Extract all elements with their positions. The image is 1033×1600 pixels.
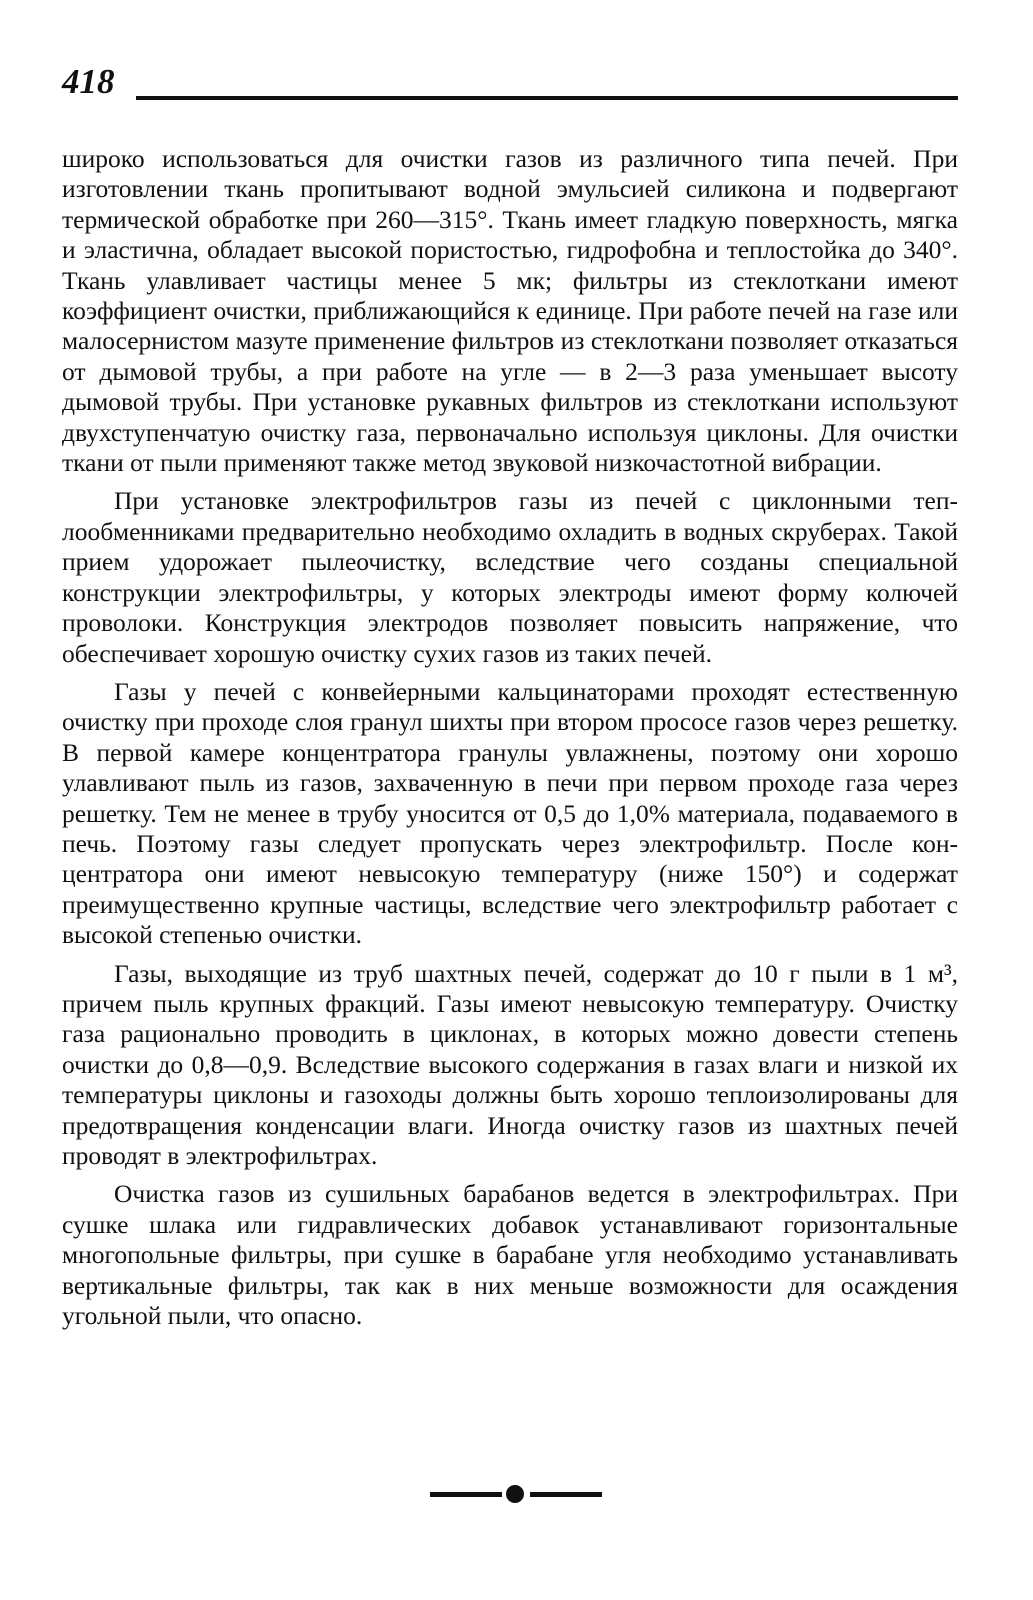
end-ornament: [430, 1484, 602, 1504]
ornament-dash-right: [530, 1492, 602, 1497]
paragraph-electrofilters: При установке электрофильтров газы из печей с циклонными теплообменниками предварительно необходимо охладить в водных скруберах. Такой прием удорожает пылеочистку, вследствие чего созданы специальной конструкции электрофильтры, у которых электроды имеют форму колючей проволоки. Конструкция электродов позволяет повысить напряжение, что обеспечивает хорошую очистку сухих газов из таких печей.: [62, 486, 958, 668]
paragraph-drying-drums: Очистка газов из сушильных барабанов ведется в электрофильтрах. При сушке шлака или гидравлических добавок устанавливают горизонтальные многопольные фильтры, при сушке в барабане угля необходимо устанавливать вертикальные фильтры, так как в них меньше возможности для осаждения угольной пыли, что опасно.: [62, 1179, 958, 1331]
paragraph-shaft-kilns: Газы, выходящие из труб шахтных печей, содержат до 10 г пыли в 1 м³, причем пыль крупных фракций. Газы имеют невысокую температуру. Очистку газа рационально проводить в циклонах, в которых можно довести степень очистки до 0,8—0,9. Вследствие высокого содержания в газах влаги и низкой их температуры циклоны и газоходы должны быть хорошо теплоизолированы для предотвращения конденсации влаги. Иногда очистку газов из шахтных печей проводят в электрофильтрах.: [62, 958, 958, 1170]
ornament-dot: [506, 1485, 524, 1503]
header-rule: [136, 96, 958, 100]
paragraph-continuation: широко использоваться для очистки газов из различного типа печей. При изготовлении ткань пропитывают водной эмульсией силикона и подвергают термической обработке при 260—315°. Ткань имеет гладкую поверхность, мягка и эластична, обладает высокой пористостью, гидрофобна и теплостойка до 340°. Ткань улавливает частицы менее 5 мк; фильтры из стеклоткани имеют коэффициент очистки, приближающийся к единице. При работе печей на газе или малосернистом мазуте применение фильтров из стеклоткани позволяет отказаться от дымовой трубы, а при работе на угле — в 2—3 раза уменьшает высоту дымовой трубы. При установке рукавных фильтров из стеклоткани используют двухступенчатую очистку газа, первоначально используя циклоны. Для очистки ткани от пыли применяют также метод звуковой низкочастотной вибрации.: [62, 144, 958, 478]
page-number: 418: [62, 62, 115, 101]
page-header: [62, 60, 958, 110]
body-text: [62, 144, 958, 1339]
ornament-dash-left: [430, 1492, 502, 1497]
paragraph-conveyor-calciners: Газы у печей с конвейерными кальцинаторами проходят естественную очистку при проходе слоя гранул шихты при втором прососе газов через решетку. В первой камере концентратора гранулы увлажнены, поэтому они хорошо улавливают пыль из газов, захваченную в печи при первом проходе газа через решетку. Тем не менее в трубу уносится от 0,5 до 1,0% материала, подаваемого в печь. Поэтому газы следует пропускать через электрофильтр. После концентратора они имеют невысокую температуру (ниже 150°) и содержат преимущественно крупные частицы, вследствие чего электрофильтр работает с высокой степенью очистки.: [62, 676, 958, 950]
